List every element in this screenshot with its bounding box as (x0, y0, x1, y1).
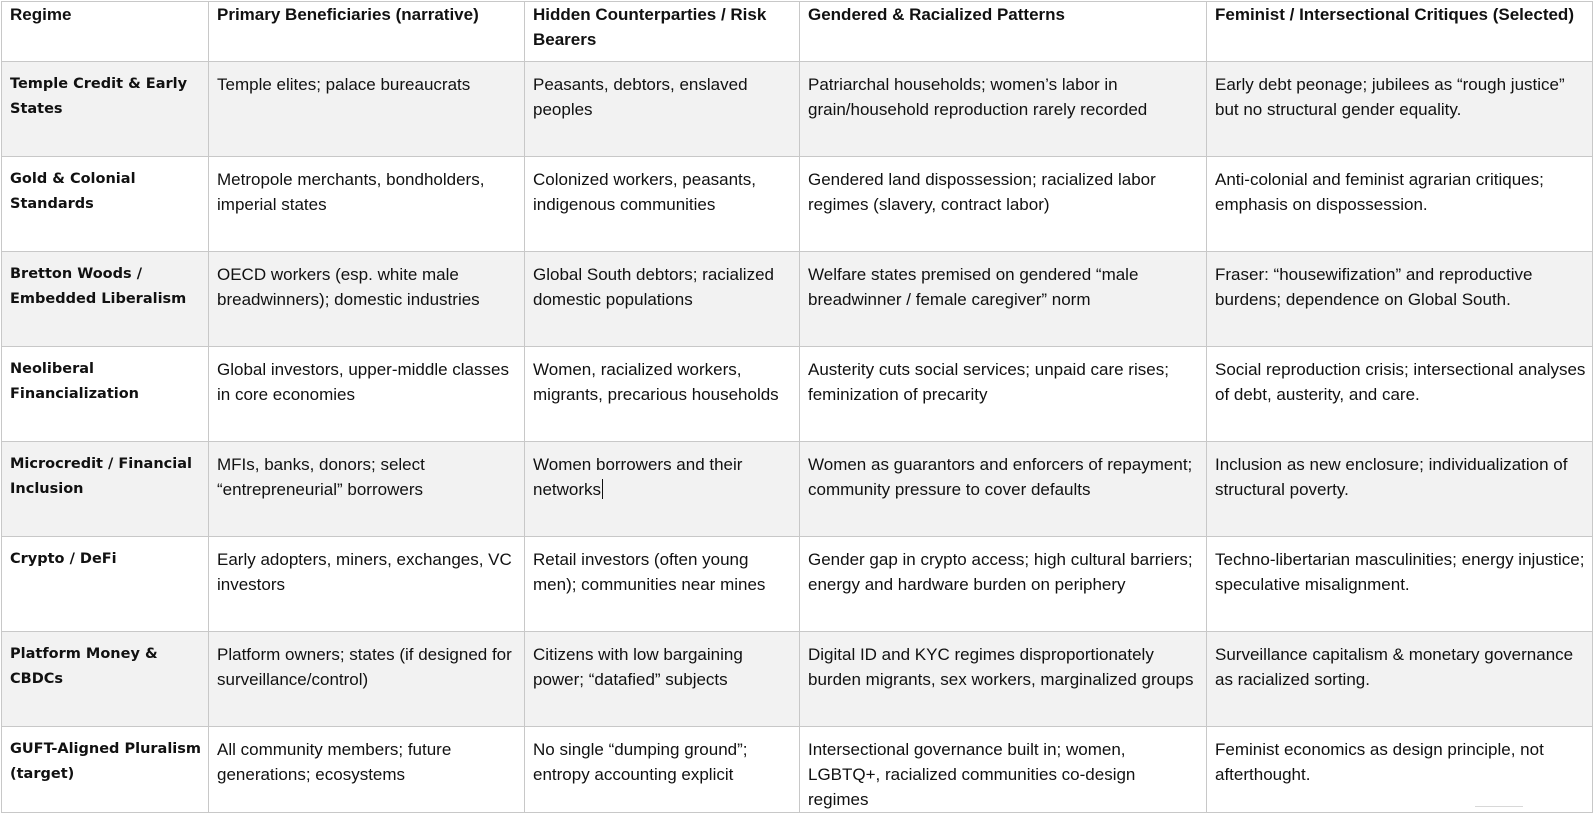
header-cell-patterns[interactable]: Gendered & Racialized Patterns (800, 2, 1207, 62)
critiques-cell[interactable]: Fraser: “housewifization” and reproductive burdens; dependence on Global South. (1207, 252, 1593, 347)
table-row (2, 537, 1593, 632)
table-row (2, 727, 1593, 813)
text-cursor (602, 479, 603, 499)
patterns-cell[interactable]: Intersectional governance built in; women, LGBTQ+, racialized communities co-design regimes (800, 727, 1207, 813)
critiques-cell[interactable]: Feminist economics as design principle, not afterthought. (1207, 727, 1593, 813)
table-row (2, 347, 1593, 442)
counterparties-cell[interactable]: Global South debtors; racialized domestic populations (525, 252, 800, 347)
critiques-cell[interactable]: Social reproduction crisis; intersectional analyses of debt, austerity, and care. (1207, 347, 1593, 442)
regime-cell[interactable]: Microcredit / Financial Inclusion (2, 442, 209, 537)
patterns-cell[interactable]: Digital ID and KYC regimes disproportionately burden migrants, sex workers, marginalized groups (800, 632, 1207, 727)
regime-cell[interactable]: Platform Money & CBDCs (2, 632, 209, 727)
regime-cell[interactable]: Temple Credit & Early States (2, 62, 209, 157)
regime-cell[interactable]: Gold & Colonial Standards (2, 157, 209, 252)
regime-cell[interactable]: GUFT-Aligned Pluralism (target) (2, 727, 209, 813)
critiques-cell[interactable]: Anti-colonial and feminist agrarian critiques; emphasis on dispossession. (1207, 157, 1593, 252)
patterns-cell[interactable]: Gendered land dispossession; racialized labor regimes (slavery, contract labor) (800, 157, 1207, 252)
critiques-cell[interactable]: Early debt peonage; jubilees as “rough justice” but no structural gender equality. (1207, 62, 1593, 157)
critiques-cell[interactable]: Surveillance capitalism & monetary governance as racialized sorting. (1207, 632, 1593, 727)
patterns-cell[interactable]: Patriarchal households; women’s labor in grain/household reproduction rarely recorded (800, 62, 1207, 157)
counterparties-cell[interactable]: Colonized workers, peasants, indigenous communities (525, 157, 800, 252)
regime-cell[interactable]: Crypto / DeFi (2, 537, 209, 632)
beneficiaries-cell[interactable]: All community members; future generations; ecosystems (209, 727, 525, 813)
beneficiaries-cell[interactable]: Metropole merchants, bondholders, imperial states (209, 157, 525, 252)
counterparties-cell[interactable] (525, 442, 800, 537)
counterparties-cell[interactable]: Peasants, debtors, enslaved peoples (525, 62, 800, 157)
table-row (2, 62, 1593, 157)
header-cell-regime[interactable]: Regime (2, 2, 209, 62)
regime-cell[interactable]: Neoliberal Financialization (2, 347, 209, 442)
regime-cell[interactable]: Bretton Woods / Embedded Liberalism (2, 252, 209, 347)
beneficiaries-cell[interactable]: MFIs, banks, donors; select “entrepreneurial” borrowers (209, 442, 525, 537)
header-row (2, 2, 1593, 62)
counterparties-cell[interactable]: No single “dumping ground”; entropy accounting explicit (525, 727, 800, 813)
critiques-cell[interactable]: Techno-libertarian masculinities; energy injustice; speculative misalignment. (1207, 537, 1593, 632)
scroll-edge-mark (1475, 806, 1523, 807)
beneficiaries-cell[interactable]: Global investors, upper-middle classes in core economies (209, 347, 525, 442)
patterns-cell[interactable]: Austerity cuts social services; unpaid care rises; feminization of precarity (800, 347, 1207, 442)
beneficiaries-cell[interactable]: Early adopters, miners, exchanges, VC investors (209, 537, 525, 632)
patterns-cell[interactable]: Women as guarantors and enforcers of repayment; community pressure to cover defaults (800, 442, 1207, 537)
beneficiaries-cell[interactable]: Platform owners; states (if designed for surveillance/control) (209, 632, 525, 727)
beneficiaries-cell[interactable]: Temple elites; palace bureaucrats (209, 62, 525, 157)
counterparties-text: Women borrowers and their networks (533, 455, 743, 499)
header-cell-counterparties[interactable]: Hidden Counterparties / Risk Bearers (525, 2, 800, 62)
counterparties-cell[interactable]: Retail investors (often young men); communities near mines (525, 537, 800, 632)
table-row (2, 252, 1593, 347)
critiques-cell[interactable]: Inclusion as new enclosure; individualization of structural poverty. (1207, 442, 1593, 537)
patterns-cell[interactable]: Welfare states premised on gendered “male breadwinner / female caregiver” norm (800, 252, 1207, 347)
beneficiaries-cell[interactable]: OECD workers (esp. white male breadwinners); domestic industries (209, 252, 525, 347)
patterns-cell[interactable]: Gender gap in crypto access; high cultural barriers; energy and hardware burden on periphery (800, 537, 1207, 632)
counterparties-cell[interactable]: Women, racialized workers, migrants, precarious households (525, 347, 800, 442)
header-cell-beneficiaries[interactable]: Primary Beneficiaries (narrative) (209, 2, 525, 62)
header-cell-critiques[interactable]: Feminist / Intersectional Critiques (Selected) (1207, 2, 1593, 62)
counterparties-cell[interactable]: Citizens with low bargaining power; “datafied” subjects (525, 632, 800, 727)
table-row (2, 442, 1593, 537)
regime-comparison-table (1, 1, 1593, 813)
table-row (2, 157, 1593, 252)
table-row (2, 632, 1593, 727)
